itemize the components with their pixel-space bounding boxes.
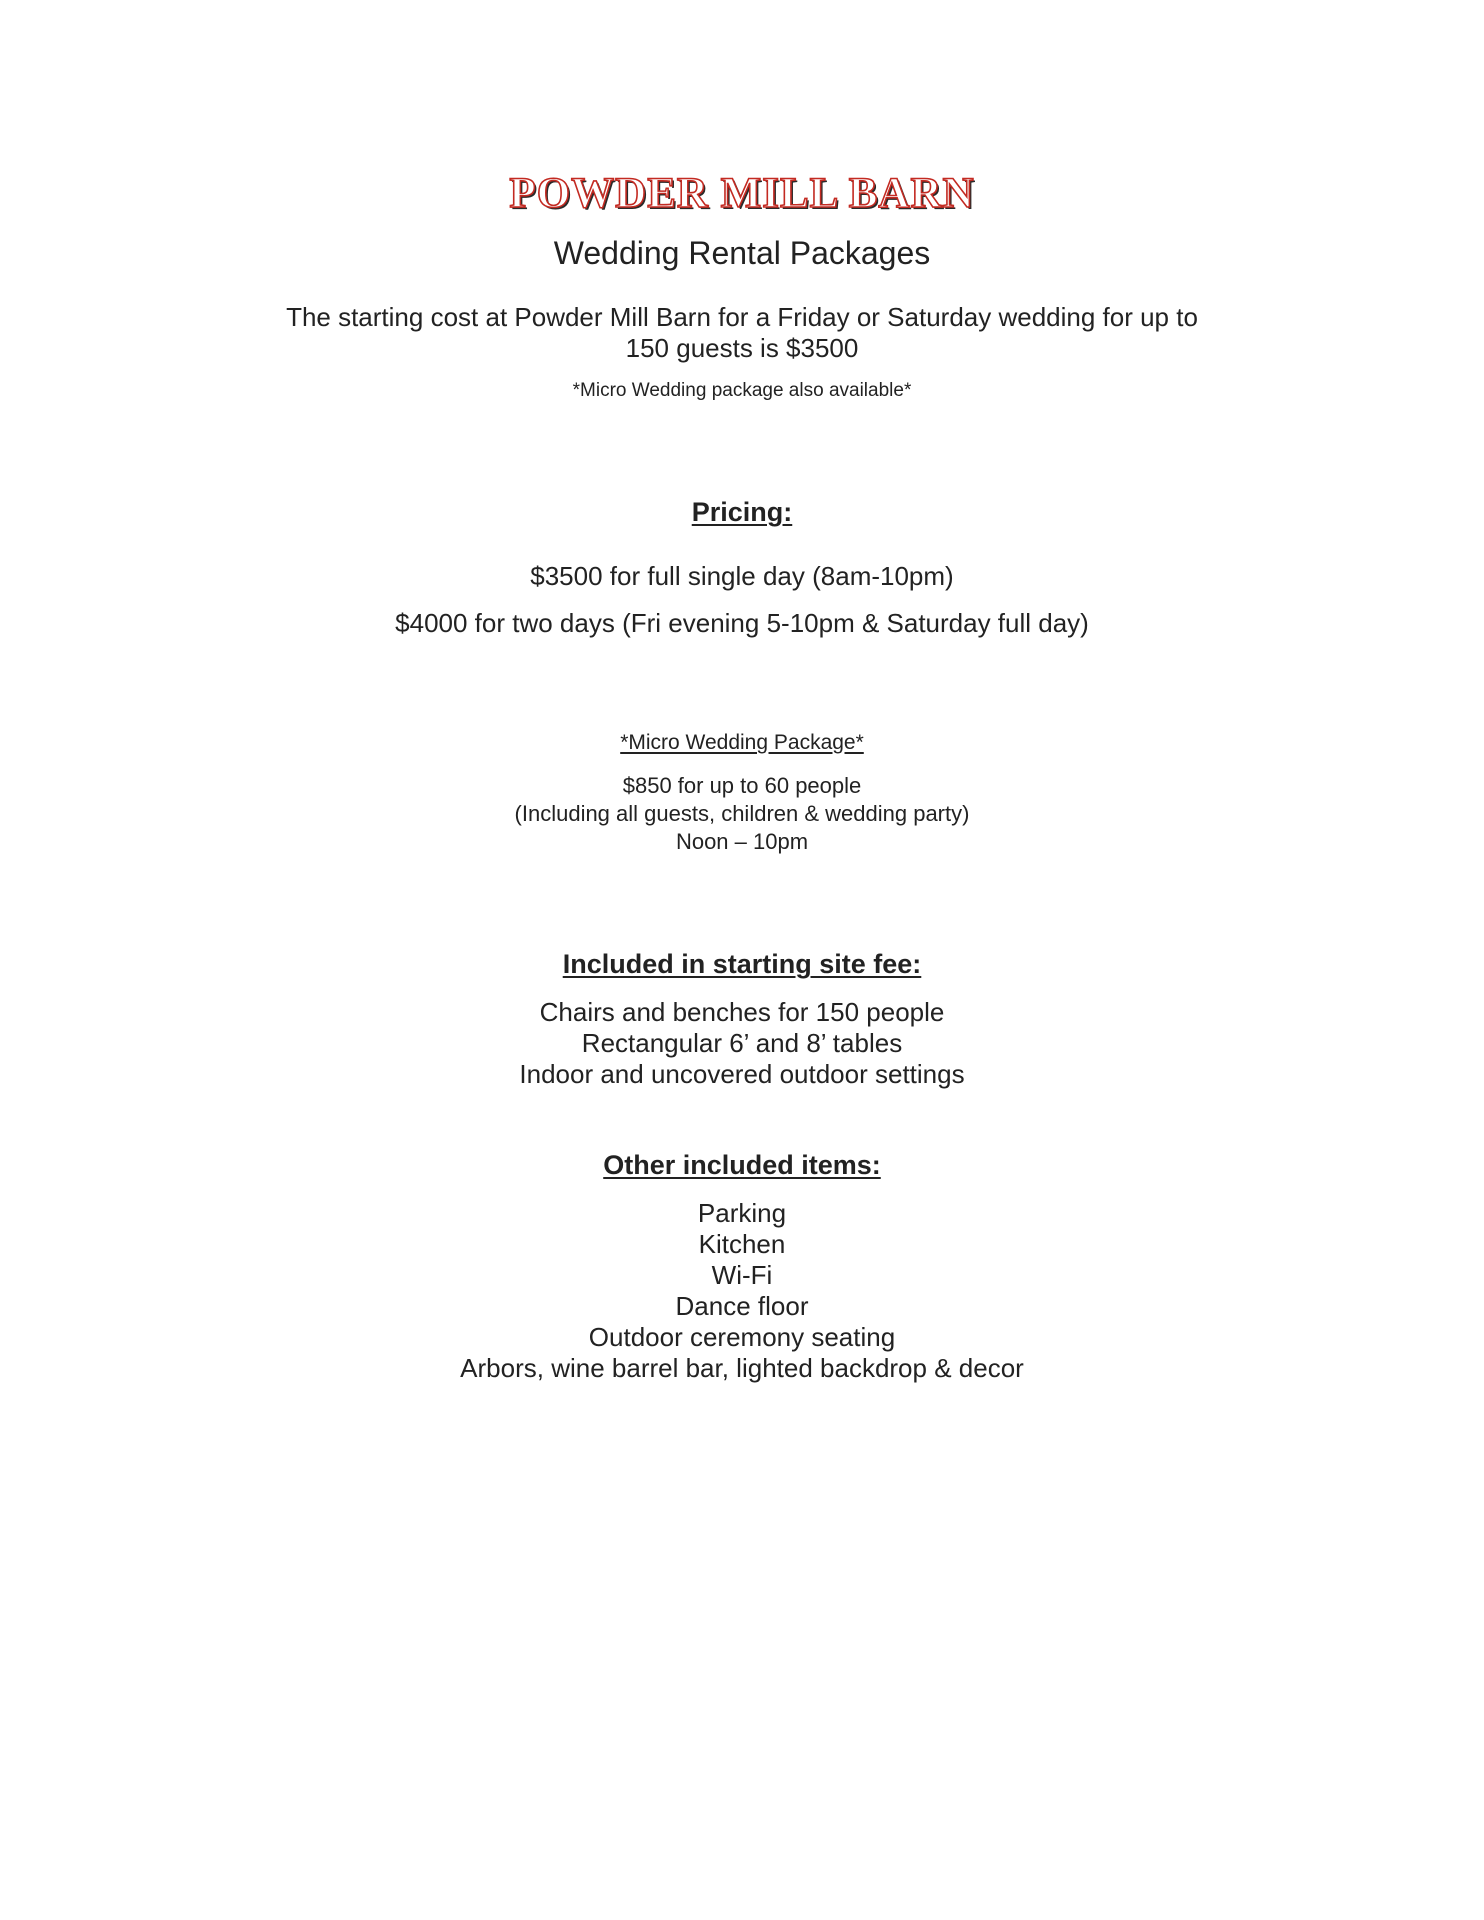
brand-title: POWDER MILL BARN — [509, 170, 975, 217]
intro-paragraph — [0, 302, 1484, 364]
other-included-item: Dance floor — [675, 1291, 809, 1321]
micro-package-heading: *Micro Wedding Package* — [620, 731, 864, 754]
pricing-item: $4000 for two days (Fri evening 5-10pm & Saturday full day) — [395, 608, 1089, 638]
other-included-item: Arbors, wine barrel bar, lighted backdrop & decor — [460, 1353, 1024, 1383]
intro-line: The starting cost at Powder Mill Barn for a Friday or Saturday wedding for up to — [286, 302, 1198, 332]
pricing-heading: Pricing: — [691, 497, 793, 527]
other-included-item: Wi-Fi — [711, 1260, 773, 1290]
other-included-heading: Other included items: — [603, 1150, 881, 1180]
intro-note: *Micro Wedding package also available* — [572, 380, 912, 401]
included-list — [0, 997, 1484, 1090]
micro-package-line: $850 for up to 60 people — [622, 773, 862, 798]
pricing-item: $3500 for full single day (8am-10pm) — [530, 561, 954, 591]
included-item: Indoor and uncovered outdoor settings — [519, 1059, 965, 1089]
micro-package-details — [0, 772, 1484, 856]
included-heading: Included in starting site fee: — [562, 949, 922, 979]
included-item: Rectangular 6’ and 8’ tables — [581, 1028, 903, 1058]
micro-package-line: (Including all guests, children & wedding party) — [514, 801, 970, 826]
other-included-item: Outdoor ceremony seating — [588, 1322, 896, 1352]
micro-package-line: Noon – 10pm — [675, 829, 809, 854]
other-included-list — [0, 1198, 1484, 1384]
other-included-item: Parking — [697, 1198, 787, 1228]
included-item: Chairs and benches for 150 people — [539, 997, 945, 1027]
other-included-item: Kitchen — [698, 1229, 786, 1259]
page-subtitle: Wedding Rental Packages — [553, 235, 931, 271]
intro-line: 150 guests is $3500 — [625, 333, 859, 363]
